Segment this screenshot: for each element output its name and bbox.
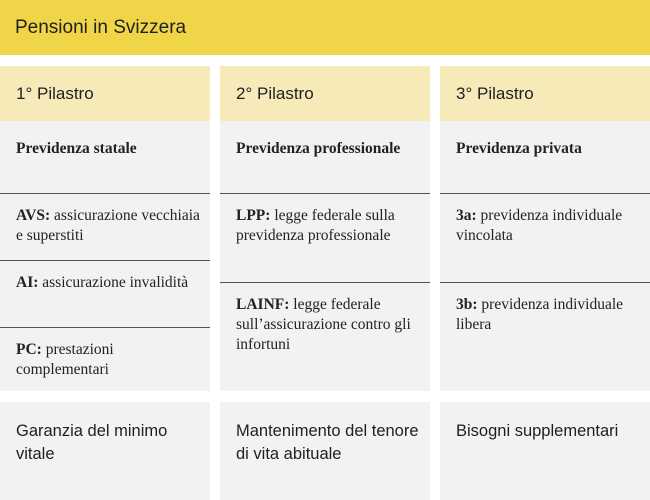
item-text: legge federale sull’assicurazione contro gli infortuni: [236, 296, 411, 353]
pillar-goal: Mantenimento del tenore di vita abituale: [236, 422, 419, 463]
goal-block-2: [220, 402, 430, 500]
pillar-type: Previdenza privata: [456, 140, 582, 157]
item-abbr: AI:: [16, 274, 39, 291]
pillar-column-1: [0, 66, 210, 391]
goal-block-1: [0, 402, 210, 500]
pillar-column-2: [220, 66, 430, 391]
item-abbr: PC:: [16, 341, 42, 358]
item-abbr: 3b:: [456, 296, 478, 313]
pillar-name: 3° Pilastro: [456, 84, 534, 103]
pillar-type: Previdenza statale: [16, 140, 137, 157]
pillar-column-3: [440, 66, 650, 391]
page-title: Pensioni in Svizzera: [15, 17, 187, 38]
item-text: previdenza individuale libera: [456, 296, 624, 333]
list-item: [0, 261, 210, 328]
list-item: [440, 283, 650, 383]
item-text: previdenza individuale vincolata: [456, 207, 623, 244]
item-text: assicurazione invalidità: [38, 274, 189, 291]
header-bar: [0, 0, 650, 55]
item-abbr: 3a:: [456, 207, 477, 224]
item-abbr: AVS:: [16, 207, 51, 224]
list-item: [220, 283, 430, 383]
pillar-type-block: [0, 121, 210, 194]
pillar-name: 1° Pilastro: [16, 84, 94, 103]
list-item: [440, 194, 650, 283]
item-text: legge federale sulla previdenza professionale: [236, 207, 395, 244]
item-text: prestazioni complementari: [16, 341, 114, 378]
pillar-header-1: [0, 66, 210, 121]
pillar-goal: Garanzia del minimo vitale: [16, 422, 168, 463]
pillar-header-3: [440, 66, 650, 121]
pillar-type-block: [220, 121, 430, 194]
pillar-goal: Bisogni supplementari: [456, 422, 619, 440]
item-abbr: LAINF:: [236, 296, 290, 313]
goal-block-3: [440, 402, 650, 500]
pillar-type: Previdenza professionale: [236, 140, 401, 157]
list-item: [220, 194, 430, 283]
pillar-name: 2° Pilastro: [236, 84, 314, 103]
pillar-type-block: [440, 121, 650, 194]
list-item: [0, 328, 210, 388]
item-abbr: LPP:: [236, 207, 271, 224]
item-text: assicurazione vecchiaia e superstiti: [16, 207, 200, 244]
pillar-header-2: [220, 66, 430, 121]
list-item: [0, 194, 210, 261]
